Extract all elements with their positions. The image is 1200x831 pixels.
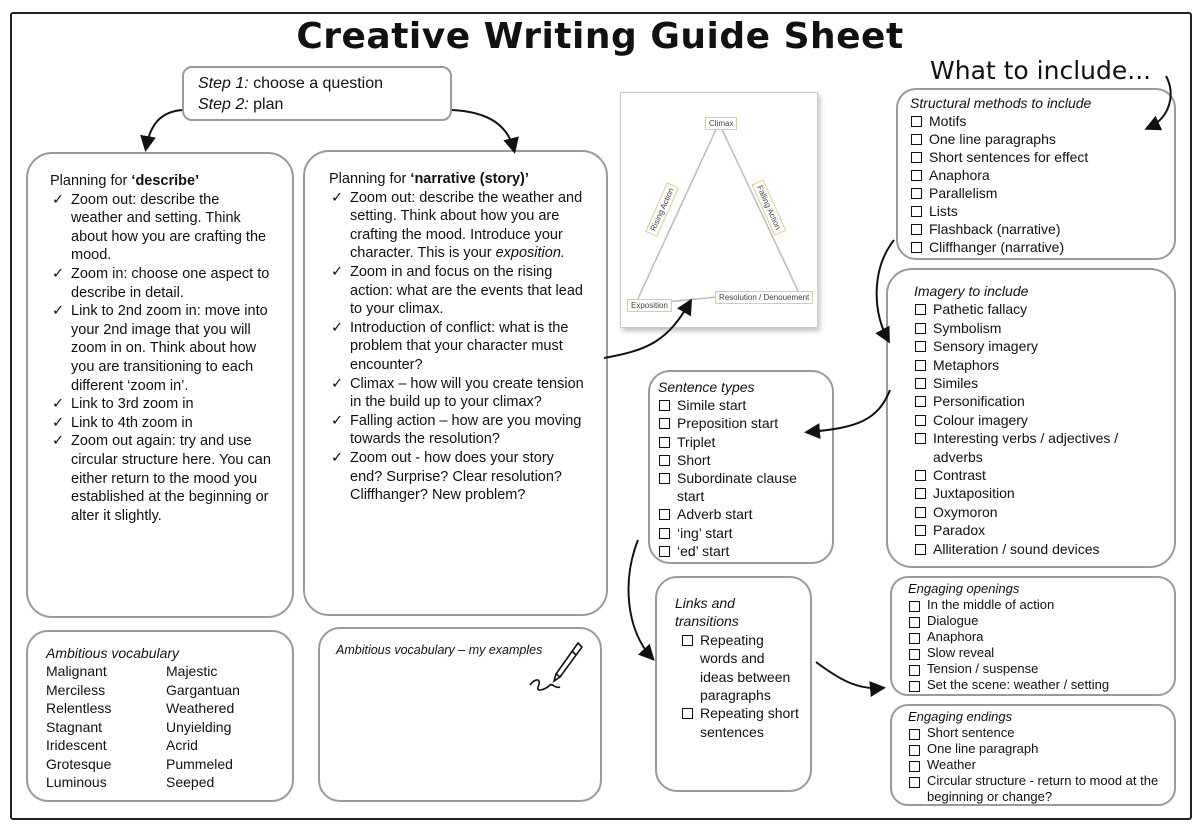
imagery-item: Similes [914, 374, 1164, 392]
describe-item: ✓ Zoom out: describe the weather and setting. Think about how you are crafting the mood. [50, 191, 272, 265]
vocab-examples-heading: Ambitious vocabulary – my examples [336, 643, 543, 657]
step-1-label: Step 1: [198, 75, 249, 92]
structural-item: Flashback (narrative) [910, 220, 1164, 238]
describe-item: ✓ Link to 2nd zoom in: move into your 2nd image that you will zoom in on. Think about how you are transitioning to each different ‘zoom in’. [50, 302, 272, 395]
sentence-type-item: Adverb start [658, 505, 824, 523]
imagery-item: Juxtaposition [914, 484, 1164, 502]
sentence-type-item: Simile start [658, 396, 824, 414]
openings-heading: Engaging openings [908, 581, 1020, 596]
imagery-item: Symbolism [914, 319, 1164, 337]
openings-item: Anaphora [908, 629, 1166, 645]
endings-heading: Engaging endings [908, 709, 1013, 724]
sentence-type-item: ‘ing’ start [658, 524, 824, 542]
sentence-types-heading: Sentence types [658, 379, 755, 395]
describe-item: ✓ Link to 3rd zoom in [50, 395, 272, 414]
arrow-steps-to-describe [146, 110, 182, 148]
imagery-item: Pathetic fallacy [914, 300, 1164, 318]
endings-item: Weather [908, 757, 1166, 773]
vocab-word: Unyielding [166, 718, 232, 735]
vocab-word: Seeped [166, 774, 215, 790]
openings-item: Tension / suspense [908, 661, 1166, 677]
links-item: Repeating words and ideas between paragraphs [681, 631, 800, 705]
step-2-text: plan [248, 96, 284, 113]
vocab-word: Malignant [46, 663, 107, 679]
sentence-type-item: ‘ed’ start [658, 542, 824, 560]
vocab-word: Weathered [166, 700, 235, 716]
openings-item: Dialogue [908, 613, 1166, 629]
arrow-sentence-to-links [629, 540, 652, 658]
diagram-resolution-label: Resolution / Denouement [715, 291, 813, 304]
step-1-text: choose a question [248, 75, 384, 92]
arrow-heading-to-structural [1148, 76, 1171, 128]
diagram-exposition-label: Exposition [627, 299, 672, 312]
sentence-type-item: Preposition start [658, 414, 824, 432]
narrative-heading-bold: ‘narrative (story)’ [410, 171, 529, 187]
what-to-include-heading: What to include... [930, 56, 1152, 85]
endings-item: Short sentence [908, 725, 1166, 741]
imagery-item: Oxymoron [914, 503, 1164, 521]
describe-item: ✓ Zoom in: choose one aspect to describe in detail. [50, 265, 272, 302]
narrative-item-italic: exposition. [495, 245, 565, 262]
openings-item: Slow reveal [908, 645, 1166, 661]
describe-heading-bold: ‘describe’ [131, 173, 200, 189]
narrative-heading-prefix: Planning for [329, 171, 411, 187]
imagery-item: Colour imagery [914, 411, 1164, 429]
openings-item: Set the scene: weather / setting [908, 677, 1166, 693]
structural-item: Parallelism [910, 184, 1164, 202]
vocab-word: Luminous [46, 774, 107, 790]
sentence-type-item: Triplet [658, 433, 824, 451]
sentence-type-item: Subordinate clause start [658, 469, 824, 505]
step-2-label: Step 2: [198, 96, 249, 113]
narrative-item-text: Zoom out: describe the weather and setting. Think about how you are crafting the mood. Introduce your character. This is your [350, 189, 583, 262]
describe-item: ✓ Link to 4th zoom in [50, 414, 272, 433]
vocab-heading: Ambitious vocabulary [46, 645, 180, 661]
describe-item: ✓ Zoom out again: try and use circular structure here. You can either return to the mood you established at the beginning or alter it slightly. [50, 432, 272, 525]
vocab-word: Stagnant [46, 718, 103, 735]
arrow-structural-to-imagery [877, 240, 894, 340]
imagery-heading: Imagery to include [914, 283, 1029, 299]
structural-item: Short sentences for effect [910, 148, 1164, 166]
endings-item: Circular structure - return to mood at the beginning or change? [908, 773, 1166, 805]
narrative-item: ✓ Climax – how will you create tension in the build up to your climax? [329, 375, 590, 412]
vocab-word: Majestic [166, 663, 218, 679]
vocab-word: Gargantuan [166, 681, 240, 698]
diagram-rising-label: Rising Action [645, 182, 679, 237]
structural-item: Anaphora [910, 166, 1164, 184]
vocab-word: Merciless [46, 681, 106, 698]
structural-item: One line paragraphs [910, 130, 1164, 148]
openings-item: In the middle of action [908, 597, 1166, 613]
diagram-falling-label: Falling Action [752, 179, 786, 235]
endings-item: One line paragraph [908, 741, 1166, 757]
sentence-type-item: Short [658, 451, 824, 469]
vocab-word: Acrid [166, 737, 198, 753]
imagery-item: Contrast [914, 466, 1164, 484]
structural-heading: Structural methods to include [910, 95, 1092, 111]
vocab-word: Iridescent [46, 737, 107, 753]
imagery-item: Personification [914, 392, 1164, 410]
diagram-climax-label: Climax [705, 117, 737, 130]
structural-item: Lists [910, 202, 1164, 220]
arrow-links-to-openings [816, 662, 882, 688]
structural-item: Cliffhanger (narrative) [910, 238, 1164, 256]
narrative-item: ✓ Falling action – how are you moving towards the resolution? [329, 412, 590, 449]
imagery-item: Metaphors [914, 356, 1164, 374]
links-item: Repeating short sentences [681, 704, 800, 741]
narrative-item: ✓ Zoom out - how does your story end? Surprise? Clear resolution? Cliffhanger? New problem? [329, 449, 590, 505]
arrow-steps-to-narrative [452, 110, 514, 150]
arrow-imagery-to-sentence [808, 390, 890, 432]
vocab-word: Grotesque [46, 755, 112, 772]
narrative-item: ✓ Zoom in and focus on the rising action: what are the events that lead to your climax. [329, 263, 590, 319]
vocab-word: Relentless [46, 700, 112, 716]
links-heading: Links and transitions [675, 595, 739, 630]
page-title: Creative Writing Guide Sheet [296, 16, 904, 57]
imagery-item: Paradox [914, 521, 1164, 539]
vocab-word: Pummeled [166, 755, 233, 772]
imagery-item: Alliteration / sound devices [914, 540, 1164, 558]
structural-item: Motifs [910, 112, 1164, 130]
describe-heading-prefix: Planning for [50, 173, 132, 189]
imagery-item: Interesting verbs / adjectives / adverbs [914, 429, 1164, 466]
imagery-item: Sensory imagery [914, 337, 1164, 355]
arrow-narrative-to-diagram [604, 302, 690, 358]
narrative-item: ✓ Introduction of conflict: what is the problem that your character must encounter? [329, 319, 590, 375]
